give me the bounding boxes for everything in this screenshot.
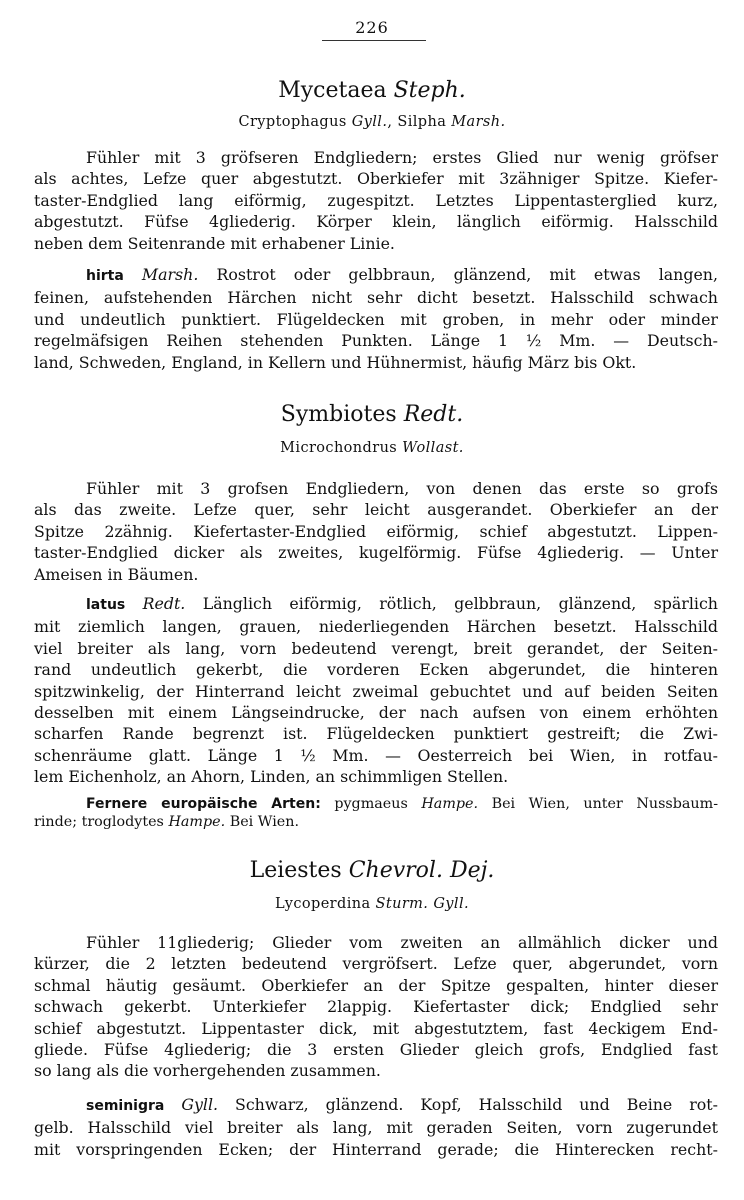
genus-name: Symbiotes [280,402,397,427]
synonym-author: Wollast. [402,440,464,456]
text-line [34,264,718,287]
text-line: abgestutzt. Füfse 4gliederig. Körper klein, länglich eiförmig. Halsschild [34,212,718,232]
genus-synonyms-leiestes [0,896,744,912]
species-entry-seminigra [34,1094,718,1160]
text-line: gelb. Halsschild viel breiter als lang, mit geraden Seiten, vorn zugerundet [34,1118,718,1138]
genus-description-mycetaea [34,147,718,254]
text-line: feinen, aufstehenden Härchen nicht sehr dicht besetzt. Halsschild schwach [34,288,718,308]
text-line [34,795,718,813]
synonym: Lycoperdina [275,896,371,912]
text-line: Ameisen in Bäumen. [34,564,199,584]
genus-heading-leiestes [0,858,744,883]
text-line: neben dem Seitenrande mit erhabener Linie. [34,233,395,253]
text-line: Spitze 2zähnig. Kiefertaster-Endglied eiförmig, schief abgestutzt. Lippen- [34,521,718,541]
synonym-author: Sturm. Gyll. [375,896,469,912]
text-line: als achtes, Lefze quer abgestutzt. Oberkiefer mit 3zähniger Spitze. Kiefer- [34,169,718,189]
species-name: latus [86,597,126,613]
species-entry-hirta [34,264,718,373]
text-line: regelmäfsigen Reihen stehenden Punkten. Länge 1 ½ Mm. — Deutsch- [34,331,718,351]
text-line: als das zweite. Lefze quer, sehr leicht ausgerandet. Oberkiefer an der [34,500,718,520]
genus-name: Mycetaea [278,78,387,103]
text-line: schenräume glatt. Länge 1 ½ Mm. — Oesterreich bei Wien, in rotfau- [34,745,718,765]
synonym-author: Gyll. [351,114,388,130]
genus-author: Redt. [403,402,464,427]
page-number: 226 [355,18,389,37]
other-species-label: Fernere europäische Arten: [86,796,321,812]
text-line: gliede. Füfse 4gliederig; die 3 ersten Glieder gleich grofs, Endglied fast [34,1040,718,1060]
text-line [34,1094,718,1117]
text-line: viel breiter als lang, vorn bedeutend verengt, breit gerandet, der Seiten- [34,638,718,658]
synonym-separator: , Silpha [387,114,447,130]
species-entry-latus [34,593,718,788]
text-line: desselben mit einem Längseindrucke, der nach aufsen von einem erhöhten [34,703,718,723]
text-line: rand undeutlich gekerbt, die vorderen Ecken abgerundet, die hinteren [34,660,718,680]
text-line: schwach gekerbt. Unterkiefer 2lappig. Kiefertaster dick; Endglied sehr [34,997,718,1017]
text-line: Fühler 11gliederig; Glieder vom zweiten an allmählich dicker und [86,933,718,952]
text-line [34,813,718,831]
text-line: und undeutlich punktiert. Flügeldecken mit groben, in mehr oder minder [34,309,718,329]
genus-description-symbiotes [34,478,718,585]
species-text: Schwarz, glänzend. Kopf, Halsschild und Beine rot- [235,1095,718,1114]
genus-heading-mycetaea [0,78,744,103]
genus-heading-symbiotes [0,402,744,427]
genus-author: Chevrol. Dej. [348,858,495,883]
species-name: seminigra [86,1098,165,1114]
text-line: scharfen Rande begrenzt ist. Flügeldecken punktiert gestreift; die Zwi- [34,724,718,744]
species-author: Gyll. [181,1095,219,1114]
text-line: Fühler mit 3 gröfseren Endgliedern; erstes Glied nur wenig gröfser [86,148,718,167]
species-name: hirta [86,268,124,284]
other-species-text: Bei Wien, unter Nussbaum- [491,796,719,812]
other-species-name: rinde; troglodytes [34,814,164,830]
other-species-note [34,795,718,831]
text-line: kürzer, die 2 letzten bedeutend vergröfsert. Lefze quer, abgerundet, vorn [34,954,718,974]
text-line: Fühler mit 3 grofsen Endgliedern, von denen das erste so grofs [86,479,718,498]
text-line [34,593,718,616]
synonym: Microchondrus [280,440,398,456]
genus-synonyms-symbiotes [0,440,744,456]
other-species-author: Hampe. [421,796,479,812]
other-species-name: pygmaeus [334,796,408,812]
text-line: taster-Endglied lang eiförmig, zugespitzt. Letztes Lippentasterglied kurz, [34,190,718,210]
species-text: Rostrot oder gelbbraun, glänzend, mit etwas langen, [216,265,718,284]
text-line: schief abgestutzt. Lippentaster dick, mit abgestutztem, fast 4eckigem End- [34,1018,718,1038]
text-line: lem Eichenholz, an Ahorn, Linden, an schimmligen Stellen. [34,767,509,787]
species-author: Redt. [142,594,186,613]
other-species-text: Bei Wien. [229,814,300,830]
other-species-author: Hampe. [168,814,226,830]
synonym-author: Marsh. [451,114,506,130]
text-line: schmal häutig gesäumt. Oberkiefer an der Spitze gespalten, hinter dieser [34,975,718,995]
genus-description-leiestes [34,932,718,1082]
genus-name: Leiestes [249,858,342,883]
header-rule [322,40,426,41]
text-line: taster-Endglied dicker als zweites, kugelförmig. Füfse 4gliederig. — Unter [34,543,718,563]
text-line: mit ziemlich langen, grauen, niederliegenden Härchen besetzt. Halsschild [34,617,718,637]
synonym: Cryptophagus [238,114,347,130]
text-line: mit vorspringenden Ecken; der Hinterrand gerade; die Hinterecken recht- [34,1139,718,1159]
species-text: Länglich eiförmig, rötlich, gelbbraun, glänzend, spärlich [202,594,718,613]
species-author: Marsh. [141,265,199,284]
text-line: spitzwinkelig, der Hinterrand leicht zweimal gebuchtet und auf beiden Seiten [34,681,718,701]
genus-synonyms-mycetaea [0,114,744,130]
text-line: land, Schweden, England, in Kellern und Hühnermist, häufig März bis Okt. [34,352,637,372]
genus-author: Steph. [393,78,466,103]
text-line: so lang als die vorhergehenden zusammen. [34,1061,381,1081]
